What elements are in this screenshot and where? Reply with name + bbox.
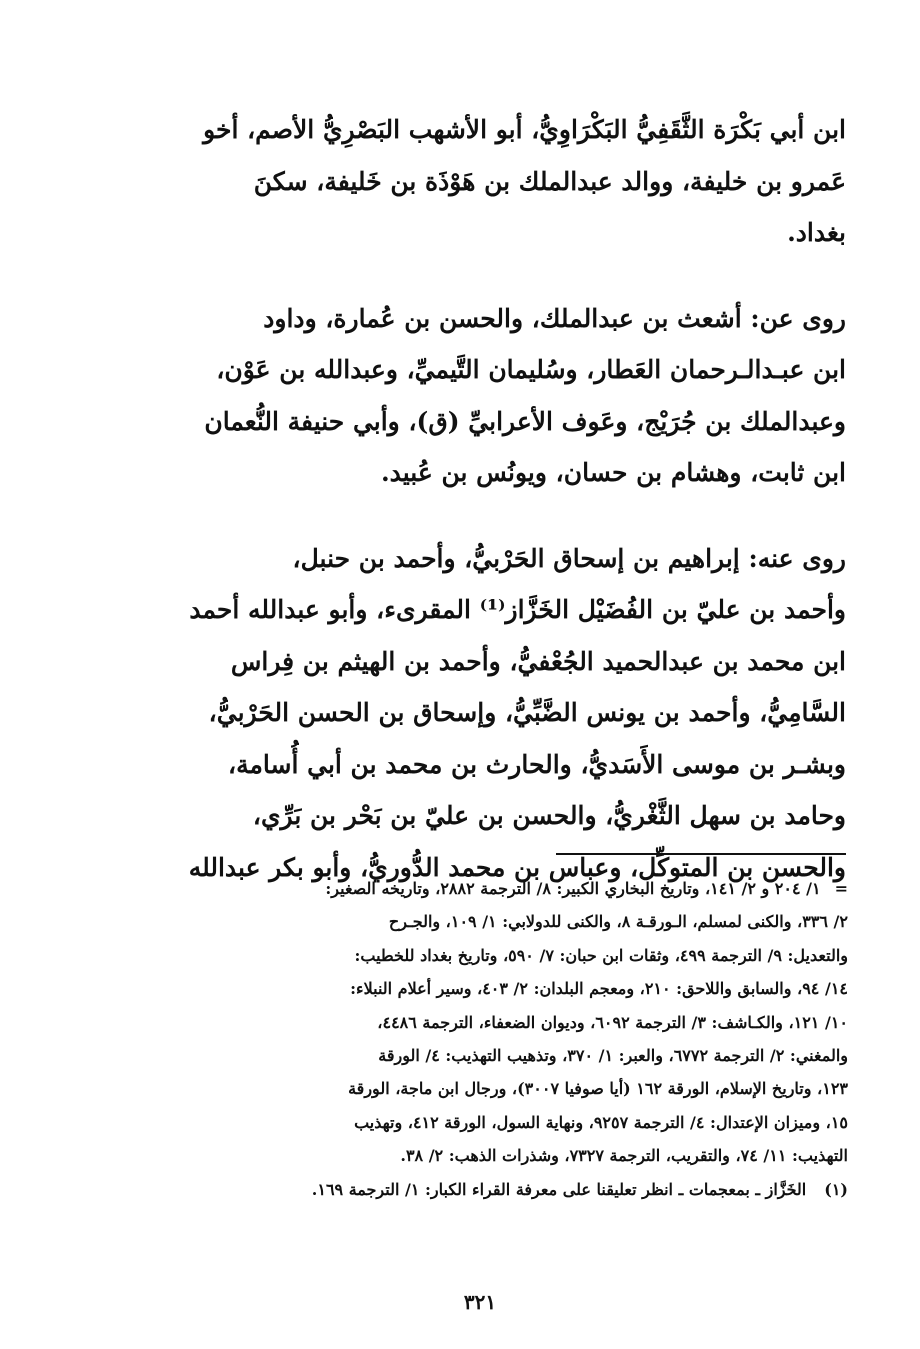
- footnote-line: والتعديل: ٩/ الترجمة ٤٩٩، وثقات ابن حبان: ٧/ ٥٩٠، وتاريخ بغداد للخطيب:: [354, 945, 848, 965]
- rawa-anhu-text: إبراهيم بن إسحاق الحَرْبيُّ، وأحمد بن حنبل،: [292, 543, 740, 573]
- rawa-an-text: أشعث بن عبدالملك، والحسن بن عُمارة، وداود: [263, 303, 742, 333]
- intro-line: بغداد.: [787, 218, 846, 247]
- footnote-line: ١٢٣، وتاريخ الإسلام، الورقة ١٦٢ (أيا صوفيا ٣٠٠٧)، ورجال ابن ماجة، الورقة: [348, 1079, 848, 1099]
- rawa-an-line: ابن عبـدالـرحمان العَطار، وسُليمان التَّيميِّ، وعبدالله بن عَوْن،: [216, 355, 846, 384]
- footnote-1-number: (١): [824, 1179, 848, 1199]
- footnote-separator: [556, 853, 846, 855]
- footnote-line: ١٠/ ١٢١، والكـاشف: ٣/ الترجمة ٦٠٩٢، وديوان الضعفاء، الترجمة ٤٤٨٦،: [377, 1012, 848, 1032]
- footnote-line: ١٥، وميزان الإعتدال: ٤/ الترجمة ٩٢٥٧، ونهاية السول، الورقة ٤١٢، وتهذيب: [354, 1112, 848, 1132]
- rawa-an-line: وعبدالملك بن جُرَيْج، وعَوف الأعرابيِّ (ق)، وأبي حنيفة النُّعمان: [204, 406, 846, 436]
- footnote-line: [148, 872, 848, 905]
- rawa-anhu-line: والحسن بن المتوكِّل، وعباس بن محمد الدُّوريُّ، وأبو بكر عبدالله: [188, 852, 846, 882]
- footnote-text: ١/ ٢٠٤ و ٢/ ١٤١، وتاريخ البخاري الكبير: ٨/ الترجمة ٢٨٨٢، وتاريخه الصغير:: [325, 879, 821, 898]
- rawa-an-line: ابن ثابت، وهشام بن حسان، ويونُس بن عُبيد.: [380, 458, 846, 487]
- footnote-line: والمغني: ٢/ الترجمة ٦٧٧٢، والعبر: ١/ ٣٧٠، وتذهيب التهذيب: ٤/ الورقة: [378, 1046, 848, 1066]
- footnote-1: [148, 1173, 848, 1206]
- footnote-line: ٢/ ٣٣٦، والكنى لمسلم، الـورقـة ٨، والكنى للدولابي: ١/ ١٠٩، والجـرح: [388, 912, 848, 932]
- rawa-anhu-label: روى عنه:: [748, 543, 846, 573]
- page-number: ٣٢١: [463, 1290, 497, 1314]
- continuation-marker: =: [834, 879, 848, 898]
- footnotes: [148, 872, 848, 1206]
- main-text: [140, 104, 846, 893]
- rawa-an-label: روى عن:: [750, 303, 846, 333]
- rawa-anhu-line: السَّامِيُّ، وأحمد بن يونس الضَّبِّيُّ، وإسحاق بن الحسن الحَرْبيُّ،: [208, 698, 846, 727]
- rawa-anhu-line: وبشـر بن موسى الأَسَديُّ، والحارث بن محمد بن أبي أُسامة،: [228, 749, 846, 779]
- rawa-anhu-line: [140, 533, 846, 585]
- footnote-line: التهذيب: ١١/ ٧٤، والتقريب، الترجمة ٧٣٢٧، وشذرات الذهب: ٢/ ٣٨.: [400, 1146, 848, 1166]
- intro-line: عَمرو بن خليفة، ووالد عبدالملك بن هَوْذَة بن خَليفة، سكنَ: [253, 166, 846, 196]
- footnote-line: ١٤/ ٩٤، والسابق واللاحق: ٢١٠، ومعجم البلدان: ٢/ ٤٠٣، وسير أعلام النبلاء:: [350, 979, 848, 999]
- rawa-anhu-line: وأحمد بن عليّ بن الفُضَيْل الخَزَّاز⁽¹⁾ المقرىء، وأبو عبدالله أحمد: [189, 595, 846, 624]
- rawa-anhu-line: ابن محمد بن عبدالحميد الجُعْفيُّ، وأحمد بن الهيثم بن فِراس: [230, 646, 846, 676]
- rawa-anhu-line: وحامد بن سهل الثَّغْريُّ، والحسن بن عليّ بن بَحْر بن بَرِّي،: [252, 801, 846, 830]
- intro-line: ابن أبي بَكْرَة الثَّقَفِيُّ البَكْرَاوِيُّ، أبو الأشهب البَصْرِيُّ الأصم، أخو: [203, 115, 846, 144]
- rawa-an-line: [140, 293, 846, 345]
- footnote-1-text: الخَزَّاز ـ بمعجمات ـ انظر تعليقنا على معرفة القراء الكبار: ١/ الترجمة ١٦٩.: [311, 1179, 807, 1199]
